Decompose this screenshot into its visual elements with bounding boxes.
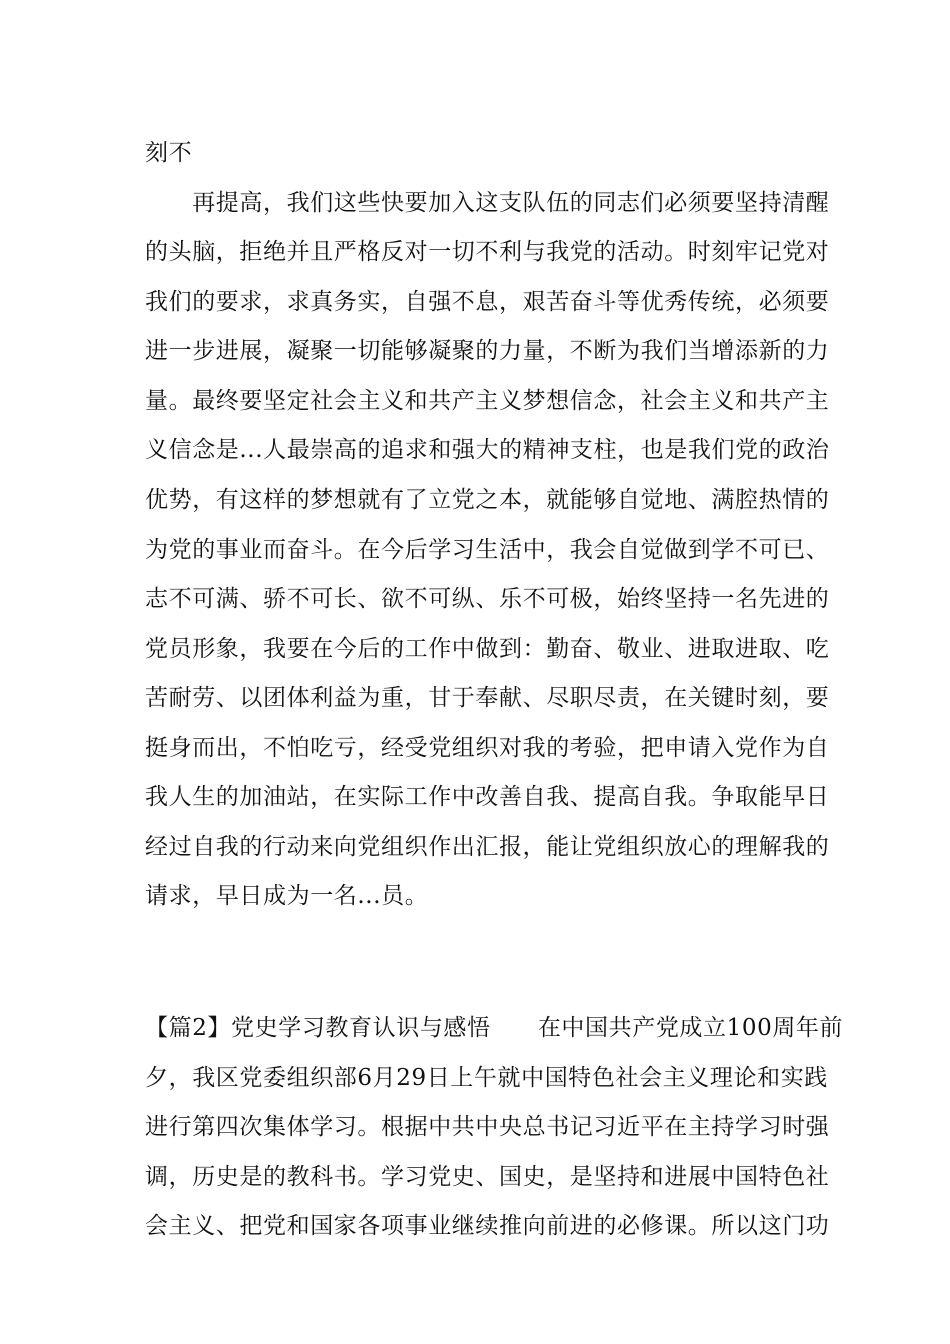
text-line: 进行第四次集体学习。根据中共中央总书记习近平在主持学习时强 [145,1114,830,1140]
text-line: 我人生的加油站，在实际工作中改善自我、提高自我。争取能早日 [145,784,830,810]
text-line: 刻不 [145,140,193,166]
text-line: 我们的要求，求真务实，自强不息，艰苦奋斗等优秀传统，必须要 [145,289,830,315]
text-line: 义信念是...人最崇高的追求和强大的精神支柱，也是我们党的政治 [145,437,830,463]
text-line: 的头脑，拒绝并且严格反对一切不利与我党的活动。时刻牢记党对 [145,239,830,265]
text-line: 挺身而出，不怕吃亏，经受党组织对我的考验，把申请入党作为自 [145,735,830,761]
text-line: 优势，有这样的梦想就有了立党之本，就能够自觉地、满腔热情的 [145,487,830,513]
text-line: 苦耐劳、以团体利益为重，甘于奉献、尽职尽责，在关键时刻，要 [145,685,830,711]
text-line: 再提高，我们这些快要加入这支队伍的同志们必须要坚持清醒 [145,190,830,216]
text-line: 夕，我区党委组织部6月29日上午就中国特色社会主义理论和实践 [145,1065,828,1091]
text-line: 量。最终要坚定社会主义和共产主义梦想信念，社会主义和共产主 [145,388,830,414]
text-line: 请求，早日成为一名...员。 [145,883,429,909]
text-line: 调，历史是的教科书。学习党史、国史，是坚持和进展中国特色社 [145,1164,830,1190]
text-line: 会主义、把党和国家各项事业继续推向前进的必修课。所以这门功 [145,1213,830,1239]
section-heading-line: 【篇2】党史学习教育认识与感悟 在中国共产党成立100周年前 [145,1015,844,1041]
text-line: 经过自我的行动来向党组织作出汇报，能让党组织放心的理解我的 [145,834,830,860]
text-line: 为党的事业而奋斗。在今后学习生活中，我会自觉做到学不可已、 [145,537,830,563]
text-line: 进一步进展，凝聚一切能够凝聚的力量，不断为我们当增添新的力 [145,338,830,364]
text-line: 志不可满、骄不可长、欲不可纵、乐不可极，始终坚持一名先进的 [145,586,830,612]
text-line: 党员形象，我要在今后的工作中做到：勤奋、敬业、进取进取、吃 [145,636,830,662]
